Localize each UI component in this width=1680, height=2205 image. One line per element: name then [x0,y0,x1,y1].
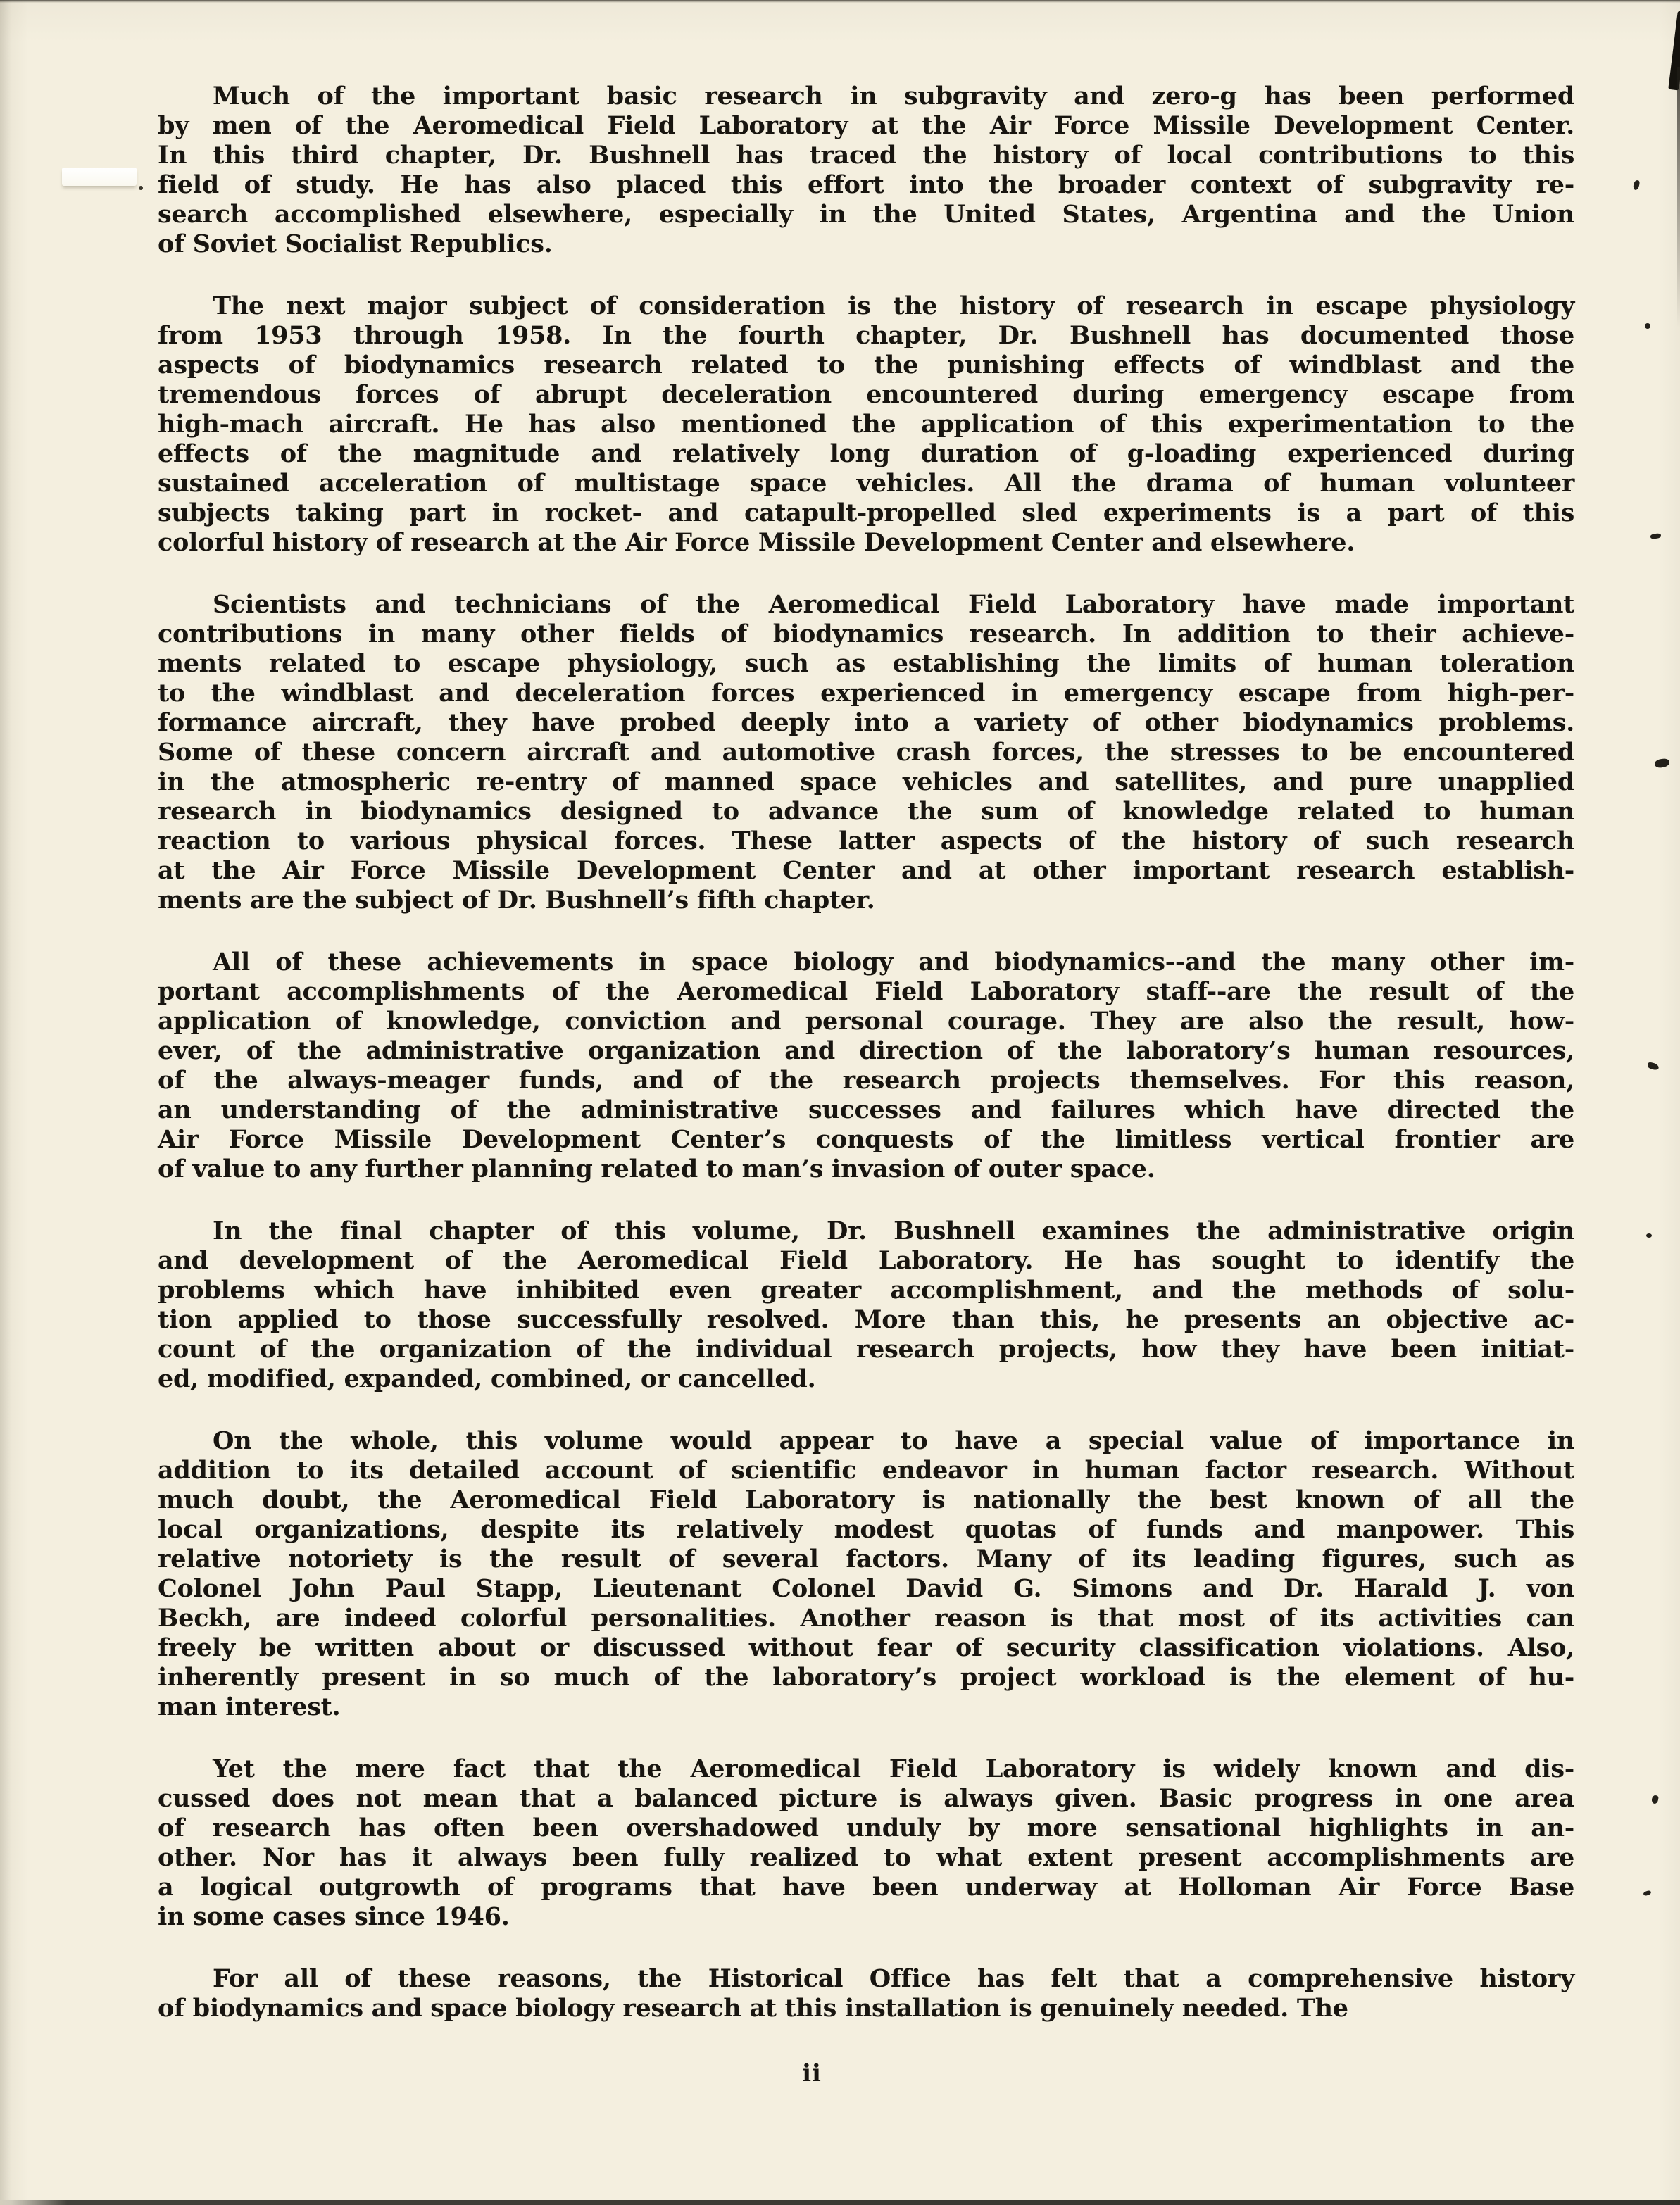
text-line: relative notoriety is the result of several factors. Many of its leading figures, such as [158,1545,1574,1573]
ink-speck [1651,1795,1659,1804]
text-line: by men of the Aeromedical Field Laboratory at the Air Force Missile Development Center. [158,111,1574,140]
paragraph [158,1964,1574,2023]
ink-speck [1633,180,1641,190]
text-line: aspects of biodynamics research related to the punishing effects of windblast and the [158,351,1574,379]
ink-speck [1654,758,1670,768]
text-line: sustained acceleration of multistage space vehicles. All the drama of human volunteer [158,469,1574,498]
ink-speck [139,186,143,190]
text-line: of Soviet Socialist Republics. [158,230,553,258]
text-line: ments are the subject of Dr. Bushnell’s fifth chapter. [158,886,875,915]
scan-edge-right [1677,67,1680,327]
text-line: much doubt, the Aeromedical Field Laboratory is nationally the best known of all the [158,1485,1574,1514]
text-line: In this third chapter, Dr. Bushnell has traced the history of local contributions to this [158,141,1574,170]
text-line: tremendous forces of abrupt deceleration encountered during emergency escape from [158,380,1574,409]
text-line: local organizations, despite its relatively modest quotas of funds and manpower. This [158,1515,1574,1544]
paragraph [158,1754,1574,1932]
text-line: an understanding of the administrative successes and failures which have directed the [158,1095,1574,1124]
text-line: tion applied to those successfully resolved. More than this, he presents an objective ac- [158,1305,1574,1334]
text-line: research in biodynamics designed to advance the sum of knowledge related to human [158,797,1574,826]
text-line: Yet the mere fact that the Aeromedical Field Laboratory is widely known and dis- [213,1754,1574,1783]
text-line: Air Force Missile Development Center’s conquests of the limitless vertical frontier are [158,1125,1574,1154]
text-line: subjects taking part in rocket- and catapult-propelled sled experiments is a part of this [158,498,1574,527]
text-line: of value to any further planning related to man’s invasion of outer space. [158,1155,1155,1183]
text-line: at the Air Force Missile Development Center and at other important research establish- [158,856,1574,885]
text-line: of biodynamics and space biology research at this installation is genuinely needed. The [158,1994,1348,2023]
text-line: contributions in many other fields of biodynamics research. In addition to their achieve- [158,620,1574,648]
paragraph [158,82,1574,259]
ink-speck [1646,1233,1652,1238]
text-line: problems which have inhibited even greater accomplishment, and the methods of solu- [158,1276,1574,1305]
text-line: of the always-meager funds, and of the research projects themselves. For this reason, [158,1066,1574,1095]
text-line: cussed does not mean that a balanced picture is always given. Basic progress in one area [158,1784,1574,1813]
text-line: In the final chapter of this volume, Dr. Bushnell examines the administrative origin [213,1217,1574,1245]
page-number: ii [802,2059,822,2087]
text-line: All of these achievements in space biology and biodynamics--and the many other im- [213,948,1574,976]
text-line: to the windblast and deceleration forces experienced in emergency escape from high-per- [158,679,1574,708]
text-line: from 1953 through 1958. In the fourth chapter, Dr. Bushnell has documented those [158,321,1574,350]
paragraph [158,590,1574,915]
text-line: freely be written about or discussed without fear of security classification violations. Also, [158,1633,1574,1662]
text-line: of research has often been overshadowed unduly by more sensational highlights in an- [158,1814,1574,1842]
scan-edge-left [0,0,11,2205]
paragraph [158,1217,1574,1394]
text-line: Scientists and technicians of the Aeromedical Field Laboratory have made important [213,590,1574,619]
text-line: inherently present in so much of the laboratory’s project workload is the element of hu- [158,1663,1574,1692]
text-line: ments related to escape physiology, such as establishing the limits of human toleration [158,649,1574,678]
ink-speck [1643,1890,1651,1896]
text-line: Colonel John Paul Stapp, Lieutenant Colonel David G. Simons and Dr. Harald J. von [158,1574,1574,1603]
staple-tape-mark [62,168,137,186]
page-text [158,82,1574,2056]
ink-speck [1650,533,1662,539]
text-line: Much of the important basic research in subgravity and zero-g has been performed [213,82,1574,111]
text-line: ed, modified, expanded, combined, or cancelled. [158,1364,816,1393]
text-line: addition to its detailed account of scientific endeavor in human factor research. Without [158,1456,1574,1485]
scan-edge-bottom [0,2200,1680,2205]
text-line: search accomplished elsewhere, especially in the United States, Argentina and the Union [158,200,1574,229]
ink-speck [1645,323,1650,329]
text-line: The next major subject of consideration is the history of research in escape physiology [213,291,1574,320]
text-line: count of the organization of the individual research projects, how they have been initiat- [158,1335,1574,1364]
text-line: man interest. [158,1692,341,1721]
text-line: in some cases since 1946. [158,1902,510,1931]
paragraph [158,291,1574,558]
paragraph [158,948,1574,1184]
text-line: colorful history of research at the Air Force Missile Development Center and elsewhere. [158,528,1355,557]
text-line: Beckh, are indeed colorful personalities. Another reason is that most of its activities can [158,1604,1574,1633]
text-line: On the whole, this volume would appear to have a special value of importance in [213,1426,1574,1455]
text-line: in the atmospheric re-entry of manned space vehicles and satellites, and pure unapplied [158,767,1574,796]
text-line: other. Nor has it always been fully realized to what extent present accomplishments are [158,1843,1574,1872]
text-line: application of knowledge, conviction and personal courage. They are also the result, how- [158,1007,1574,1036]
text-line: effects of the magnitude and relatively long duration of g-loading experienced during [158,439,1574,468]
paragraph [158,1426,1574,1722]
text-line: ever, of the administrative organization and direction of the laboratory’s human resources, [158,1036,1574,1065]
text-line: high-mach aircraft. He has also mentioned the application of this experimentation to the [158,410,1574,439]
text-line: Some of these concern aircraft and automotive crash forces, the stresses to be encountered [158,738,1574,767]
text-line: formance aircraft, they have probed deeply into a variety of other biodynamics problems. [158,708,1574,737]
text-line: and development of the Aeromedical Field Laboratory. He has sought to identify the [158,1246,1574,1275]
text-line: a logical outgrowth of programs that have been underway at Holloman Air Force Base [158,1873,1574,1902]
text-line: reaction to various physical forces. These latter aspects of the history of such research [158,827,1574,855]
text-line: portant accomplishments of the Aeromedical Field Laboratory staff--are the result of the [158,977,1574,1006]
ink-speck [1647,1062,1660,1071]
text-line: field of study. He has also placed this effort into the broader context of subgravity re- [158,170,1574,199]
text-line: For all of these reasons, the Historical Office has felt that a comprehensive history [213,1964,1574,1993]
scan-edge-top [0,0,1680,3]
